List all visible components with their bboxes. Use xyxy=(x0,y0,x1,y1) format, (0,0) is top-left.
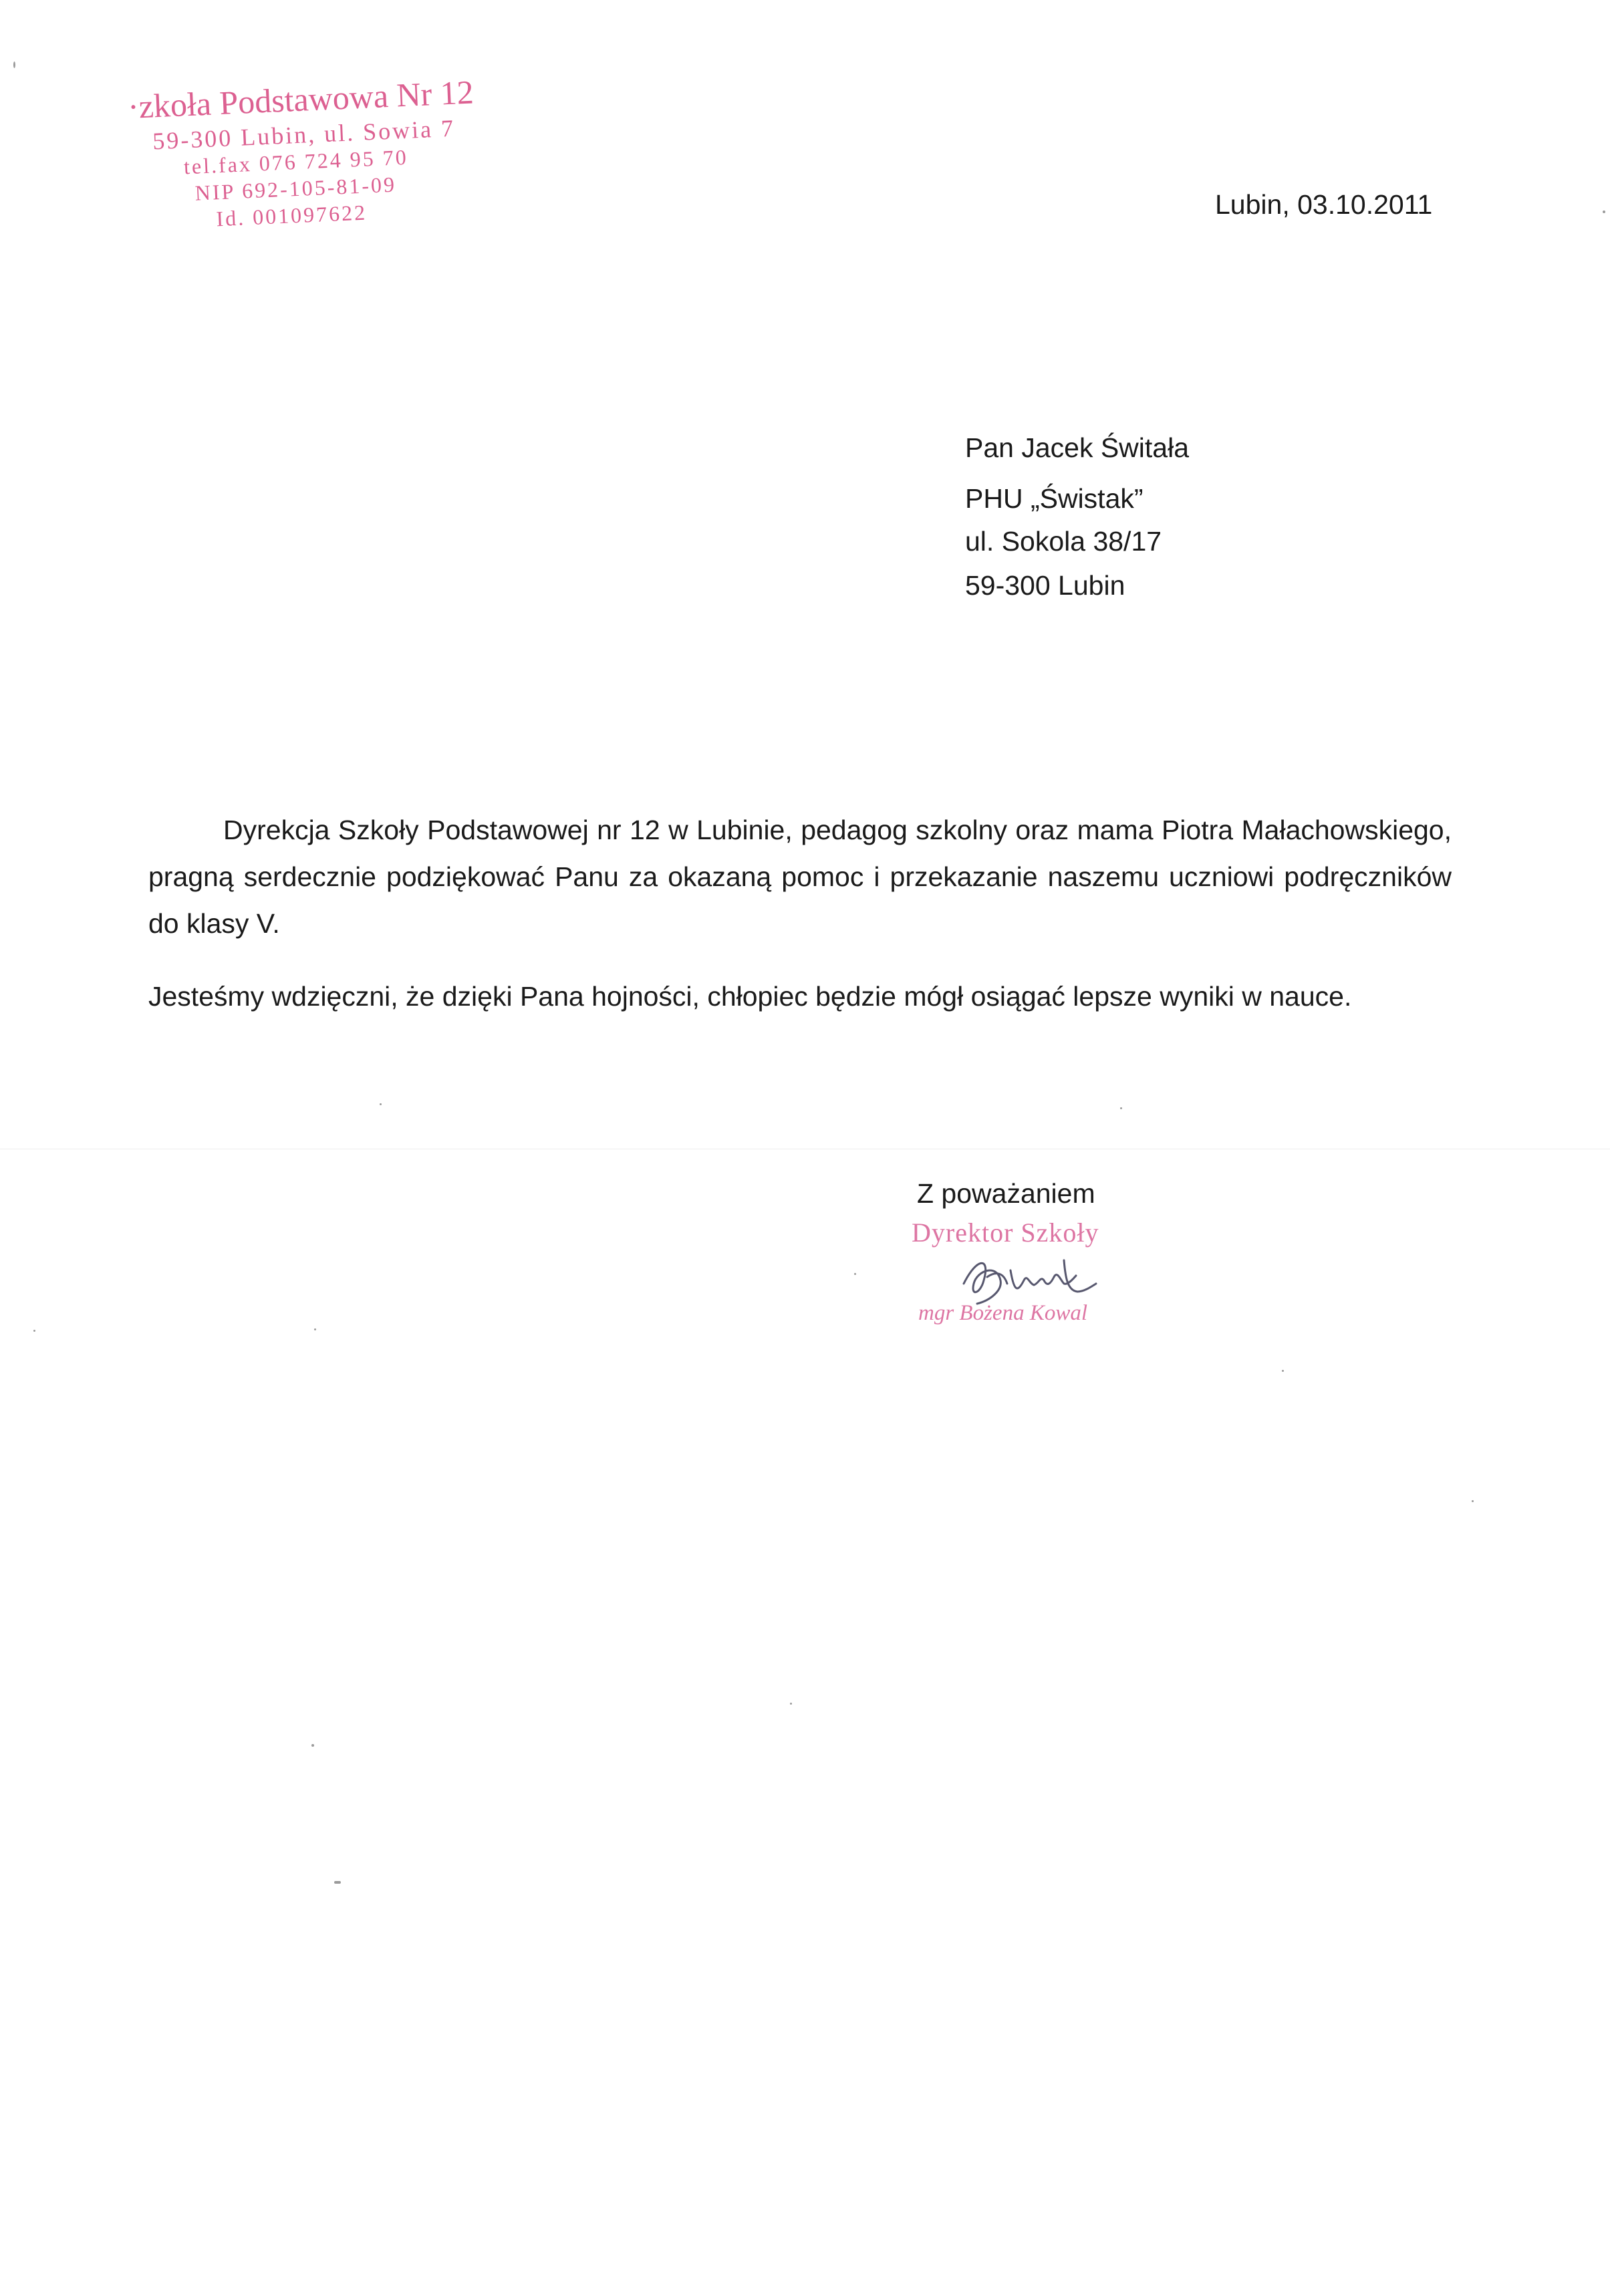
school-letterhead-stamp xyxy=(127,74,507,244)
stamp-address: 59-300 Lubin, ul. Sowia 7 xyxy=(152,114,456,155)
stamp-nip: NIP 692-105-81-09 xyxy=(194,172,397,205)
paper-speck xyxy=(380,1103,382,1105)
paper-speck xyxy=(1120,1107,1122,1109)
handwritten-signature xyxy=(950,1244,1104,1317)
signature-stamp-name: mgr Bożena Kowal xyxy=(918,1301,1088,1325)
paper-speck xyxy=(314,1328,316,1330)
body-paragraph-2: Jesteśmy wdzięczni, że dzięki Pana hojności, chłopiec będzie mógł osiągać lepsze wyniki w nauce. xyxy=(148,981,1352,1012)
paper-fold-line xyxy=(0,1148,1610,1150)
paper-speck xyxy=(790,1703,792,1705)
paper-speck xyxy=(854,1273,856,1275)
stamp-phone-fax: tel.fax 076 724 95 70 xyxy=(183,144,409,179)
recipient-company: PHU „Świstak” xyxy=(965,483,1144,514)
body-paragraph-1: Dyrekcja Szkoły Podstawowej nr 12 w Lubinie, pedagog szkolny oraz mama Piotra Małachowskiego, pragną serdecznie podziękować Panu za okazaną pomoc i przekazanie naszemu uczniowi podręczników do klasy V. xyxy=(148,815,1452,939)
director-signature-stamp xyxy=(910,1219,1191,1333)
stamp-regon: Id. 001097622 xyxy=(215,200,368,231)
recipient-name: Pan Jacek Świtała xyxy=(965,432,1190,463)
paper-speck xyxy=(13,61,15,68)
signature-stamp-title: Dyrektor Szkoły xyxy=(912,1217,1099,1248)
paper-speck xyxy=(33,1330,35,1332)
paper-speck xyxy=(1472,1500,1474,1502)
stamp-school-name: ·zkoła Podstawowa Nr 12 xyxy=(126,73,475,126)
recipient-street: ul. Sokola 38/17 xyxy=(965,526,1162,557)
closing-salutation: Z poważaniem xyxy=(917,1178,1095,1209)
paper-speck xyxy=(1603,210,1605,213)
recipient-city: 59-300 Lubin xyxy=(965,570,1125,601)
paper-speck xyxy=(1282,1370,1284,1372)
paper-speck xyxy=(311,1744,314,1747)
paper-speck xyxy=(334,1881,341,1884)
letter-date: Lubin, 03.10.2011 xyxy=(1215,189,1433,220)
